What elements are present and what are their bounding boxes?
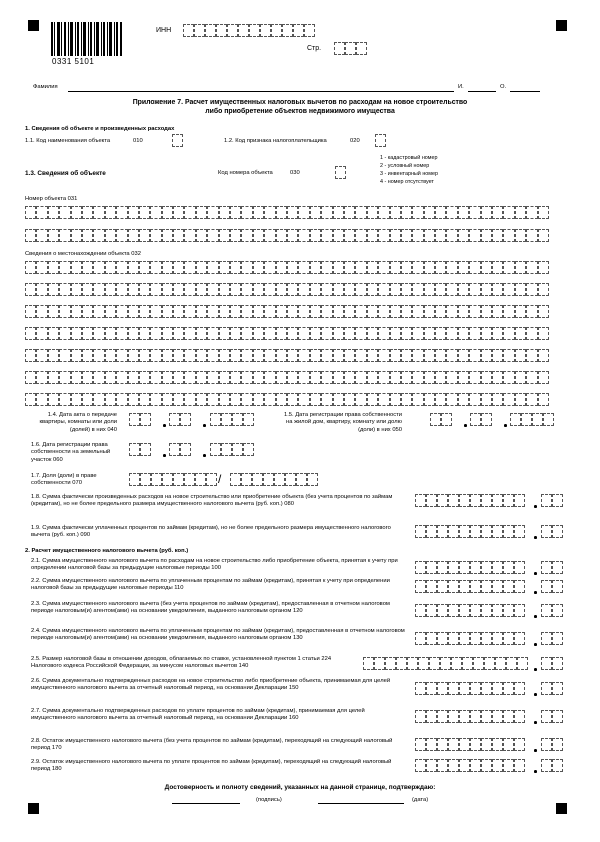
location-row-7[interactable] (25, 393, 549, 406)
field-2-8-rubles[interactable] (415, 738, 525, 751)
field-2-5-rubles[interactable] (363, 657, 528, 670)
field-1-8-rubles[interactable] (415, 494, 525, 507)
legend-item-1: 1 - кадастровый номер (380, 155, 438, 161)
surname-label: Фамилия (33, 84, 58, 90)
date-dot (464, 424, 467, 427)
date-dot (163, 454, 166, 457)
field-2-2-rubles[interactable] (415, 580, 525, 593)
decimal-dot (534, 749, 537, 752)
page-label: Стр. (307, 45, 322, 52)
date-dot (504, 424, 507, 427)
field-1-7-denominator[interactable] (230, 473, 318, 486)
date-field[interactable] (318, 803, 404, 804)
decimal-dot (534, 643, 537, 646)
legend-item-3: 3 - инвентарный номер (380, 171, 438, 177)
date-dot (203, 454, 206, 457)
surname-field[interactable] (68, 91, 454, 92)
field-1-7-numerator[interactable] (129, 473, 217, 486)
field-2-2-label: 2.2. Сумма имущественного налогового вычета по уплаченным процентам по займам (кредитам), принятая к учету при определении налоговой базы за предыдущие налоговые периоды 110 (31, 578, 390, 592)
field-1-2-label: 1.2. Код признака налогоплательщика (224, 138, 327, 144)
field-2-3-label: 2.3. Сумма имущественного налогового вычета (без учета процентов по займам (кредитам), предоставленная в отчетном налоговом периоде налоговым(и) агентом(ами) на основании уведомления, выданного налоговым органом 120 (31, 601, 390, 615)
signature-caption: (подпись) (256, 797, 282, 803)
decimal-dot (534, 668, 537, 671)
field-1-3-label: 1.3. Сведения об объекте (25, 170, 106, 177)
field-1-3-code: 030 (290, 170, 300, 176)
share-slash: / (218, 472, 222, 486)
initial-o-field[interactable] (510, 91, 540, 92)
registration-mark-bottom-left (28, 803, 39, 814)
field-1-6-year[interactable] (210, 443, 254, 456)
field-1-5-year[interactable] (510, 413, 554, 426)
initial-i-field[interactable] (468, 91, 496, 92)
field-2-4-kopecks[interactable] (541, 632, 563, 645)
location-row-6[interactable] (25, 371, 549, 384)
title-line-1: Приложение 7. Расчет имущественных налоговых вычетов по расходам на новое строительство (132, 99, 468, 106)
field-2-1-kopecks[interactable] (541, 561, 563, 574)
field-2-4-rubles[interactable] (415, 632, 525, 645)
legend-item-2: 2 - условный номер (380, 163, 430, 169)
section2-heading: 2. Расчет имущественного налогового вычета (руб. коп.) (25, 548, 189, 554)
decimal-dot (534, 693, 537, 696)
field-1-6-month[interactable] (169, 443, 191, 456)
barcode-number: 0331 5101 (52, 57, 95, 66)
decimal-dot (534, 721, 537, 724)
location-label: Сведения о местонахождении объекта 032 (25, 251, 141, 257)
field-1-6-day[interactable] (129, 443, 151, 456)
inn-label: ИНН (156, 27, 172, 34)
field-1-3-sub: Код номера объекта (218, 170, 273, 176)
decimal-dot (534, 536, 537, 539)
field-1-1-label: 1.1. Код наименования объекта (25, 138, 111, 144)
registration-mark-top-left (28, 20, 39, 31)
field-2-9-rubles[interactable] (415, 759, 525, 772)
decimal-dot (534, 770, 537, 773)
field-2-7-kopecks[interactable] (541, 710, 563, 723)
field-2-3-kopecks[interactable] (541, 604, 563, 617)
field-2-9-kopecks[interactable] (541, 759, 563, 772)
field-2-7-rubles[interactable] (415, 710, 525, 723)
field-1-5-label: 1.5. Дата регистрации права собственности на жилой дом, квартиру, комнату или долю (доли) в них 050 (283, 412, 402, 433)
field-2-3-rubles[interactable] (415, 604, 525, 617)
initial-i-label: И. (458, 84, 464, 90)
field-1-4-year[interactable] (210, 413, 254, 426)
field-1-7-label: 1.7. Доля (доли) в праве собственности 070 (31, 473, 97, 487)
object-number-label: Номер объекта 031 (25, 196, 78, 202)
field-2-8-kopecks[interactable] (541, 738, 563, 751)
barcode (51, 22, 123, 56)
field-2-6-kopecks[interactable] (541, 682, 563, 695)
field-1-3-input[interactable] (335, 166, 346, 179)
field-2-7-label: 2.7. Сумма документально подтвержденных расходов по уплате процентов по займам (кредитам), принимаемая для целей имущественного налогового вычета за отчетный налоговый период, на основании Декларации 160 (31, 708, 365, 722)
field-1-4-label: 1.4. Дата акта о передаче квартиры, комнаты или доли (долей) в них 040 (39, 412, 117, 433)
field-1-8-kopecks[interactable] (541, 494, 563, 507)
signature-field[interactable] (172, 803, 240, 804)
decimal-dot (534, 591, 537, 594)
field-1-4-day[interactable] (129, 413, 151, 426)
location-row-5[interactable] (25, 349, 549, 362)
field-2-2-kopecks[interactable] (541, 580, 563, 593)
field-1-2-input[interactable] (375, 134, 386, 147)
field-2-5-kopecks[interactable] (541, 657, 563, 670)
field-1-9-kopecks[interactable] (541, 525, 563, 538)
field-2-6-label: 2.6. Сумма документально подтвержденных расходов на новое строительство либо приобретение объекта, принимаемая для целей имущественного налогового вычета за отчетный налоговый период, на основании Декларации 150 (31, 678, 391, 692)
field-2-1-label: 2.1. Сумма имущественного налогового вычета по расходам на новое строительство либо приобретение объекта, принятая к учету при определении налоговой базы за предыдущие налоговые периоды 100 (31, 558, 398, 572)
decimal-dot (534, 505, 537, 508)
registration-mark-bottom-right (556, 803, 567, 814)
field-1-9-label: 1.9. Сумма фактически уплаченных процентов по займам (кредитам), но не более предельного размера имущественного налогового вычета (руб. коп.) 090 (31, 525, 391, 539)
decimal-dot (534, 572, 537, 575)
field-1-4-month[interactable] (169, 413, 191, 426)
field-1-6-label: 1.6. Дата регистрации права собственности на земельный участок 060 (31, 442, 111, 463)
confirmation-text: Достоверность и полноту сведений, указанных на данной странице, подтверждаю: (164, 784, 436, 791)
page-number-input[interactable] (334, 42, 367, 55)
field-1-2-code: 020 (350, 138, 360, 144)
location-row-3[interactable] (25, 305, 549, 318)
inn-input[interactable] (183, 24, 315, 37)
section1-heading: 1. Сведения об объекте и произведенных расходах (25, 126, 175, 132)
legend-item-4: 4 - номер отсутствует (380, 179, 434, 185)
field-2-1-rubles[interactable] (415, 561, 525, 574)
location-row-4[interactable] (25, 327, 549, 340)
registration-mark-top-right (556, 20, 567, 31)
field-1-5-day[interactable] (430, 413, 452, 426)
date-dot (203, 424, 206, 427)
field-2-6-rubles[interactable] (415, 682, 525, 695)
field-1-5-month[interactable] (470, 413, 492, 426)
field-1-9-rubles[interactable] (415, 525, 525, 538)
date-caption: (дата) (412, 797, 429, 803)
decimal-dot (534, 615, 537, 618)
field-2-8-label: 2.8. Остаток имущественного налогового вычета (без учета процентов по займам (кредитам), переходящий на следующий налоговый период 170 (31, 738, 393, 752)
field-1-8-label: 1.8. Сумма фактически произведенных расходов на новое строительство или приобретение объекта (без учета процентов по займам (кредитам), но не более предельного размера имущественного налогового вычета (руб. коп.) 080 (31, 494, 393, 508)
object-number-row-1[interactable] (25, 206, 549, 219)
field-2-5-label: 2.5. Размер налоговой базы в отношении доходов, облагаемых по ставке, установленной пунктом 1 статьи 224 Налогового кодекса Российской Федерации, за минусом налоговых вычетов 140 (31, 656, 332, 670)
title-line-2: либо приобретение объектов недвижимого имущества (205, 108, 395, 115)
field-1-1-input[interactable] (172, 134, 183, 147)
initial-o-label: О. (500, 84, 507, 90)
location-row-2[interactable] (25, 283, 549, 296)
field-1-1-code: 010 (133, 138, 143, 144)
location-row-1[interactable] (25, 261, 549, 274)
field-2-4-label: 2.4. Сумма имущественного налогового вычета по уплаченным процентам по займам (кредитам), предоставленная в отчетном налоговом периоде налоговым(и) агентом(ами) на основании уведомления, выданного налоговым органом 130 (31, 628, 405, 642)
field-2-9-label: 2.9. Остаток имущественного налогового вычета по уплате процентов по займам (кредитам), переходящий на следующий налоговый период 180 (31, 759, 392, 773)
object-number-row-2[interactable] (25, 229, 549, 242)
date-dot (163, 424, 166, 427)
